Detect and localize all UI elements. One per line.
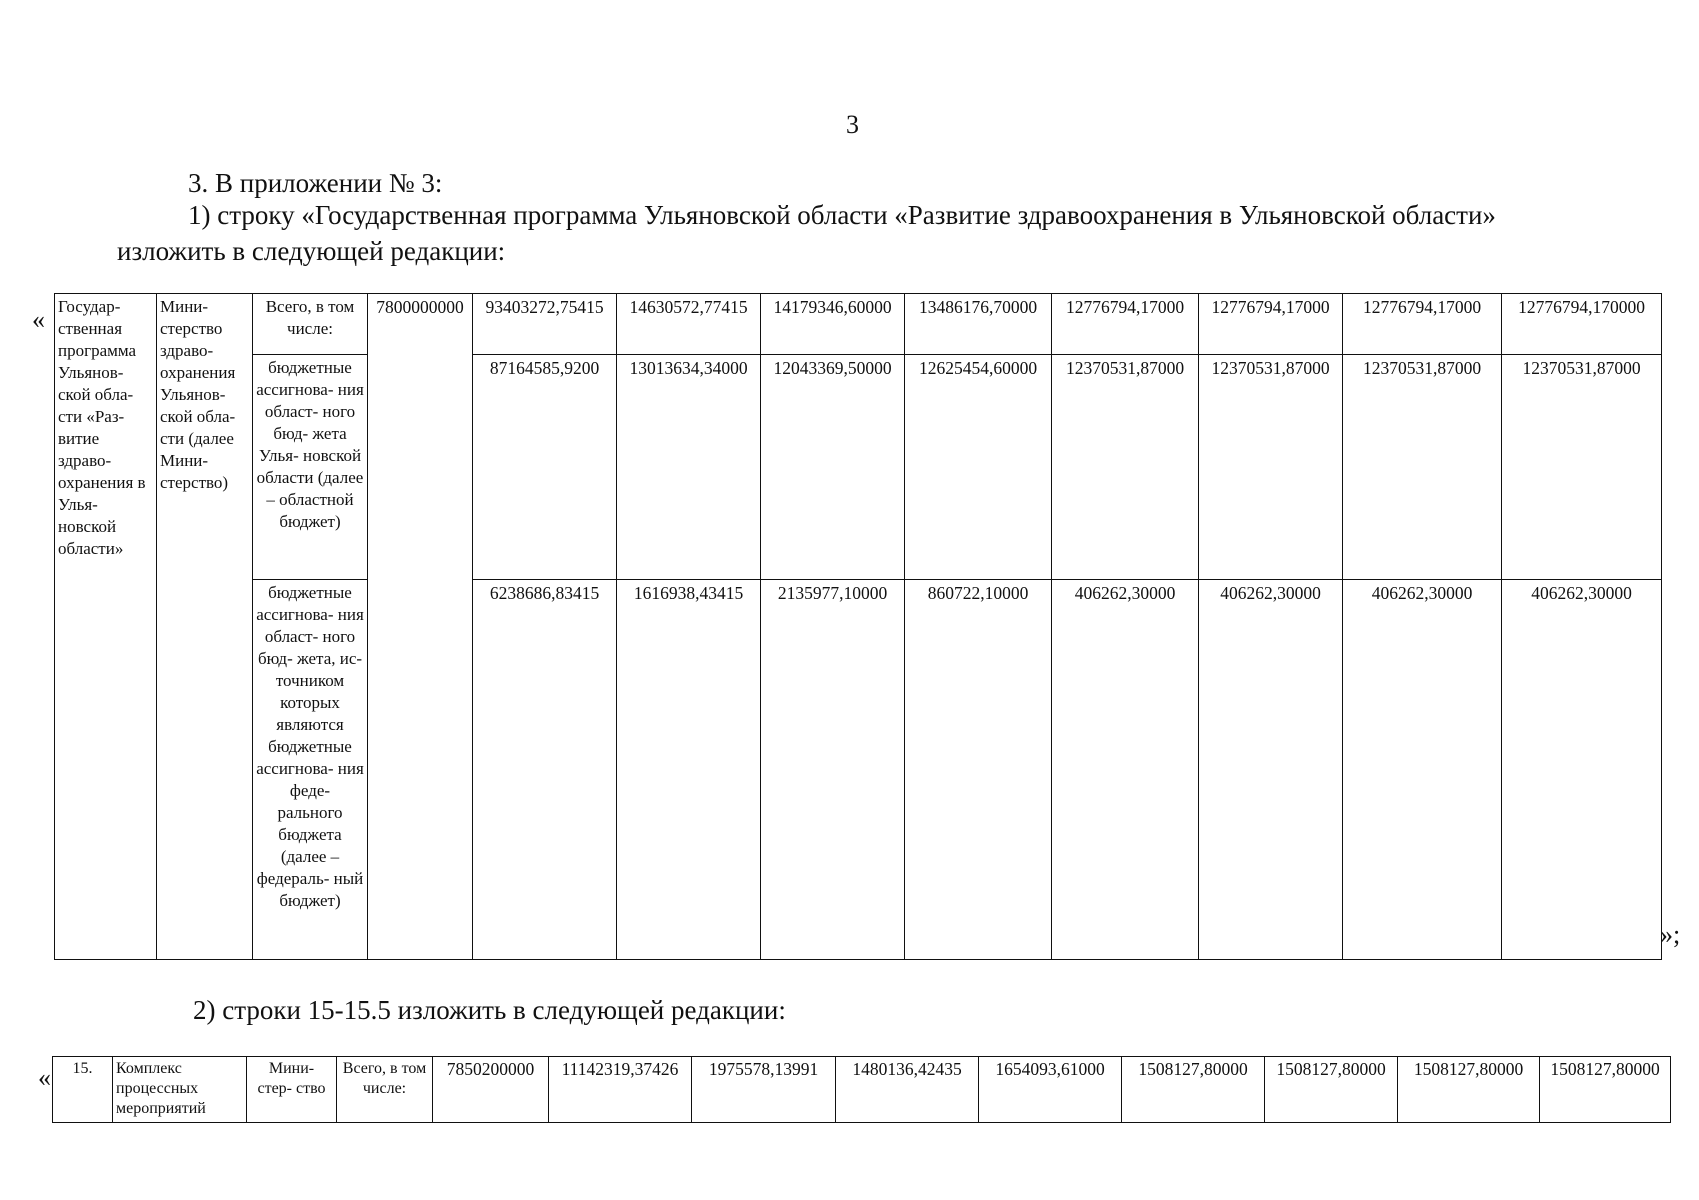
responsible-cell: Мини- стерство здраво- охранения Ульянов- ской обла- сти (далее Мини- стерство) (157, 294, 253, 960)
value-cell: 12625454,60000 (905, 355, 1052, 580)
value-cell: 87164585,9200 (473, 355, 617, 580)
table-row (55, 355, 1662, 580)
table-row (55, 294, 1662, 355)
value-cell: 1480136,42435 (836, 1057, 979, 1123)
value-cell: 13486176,70000 (905, 294, 1052, 355)
value-cell: 12043369,50000 (761, 355, 905, 580)
table-row (53, 1057, 1671, 1123)
opening-quote: « (32, 305, 45, 334)
value-cell: 12370531,87000 (1343, 355, 1502, 580)
value-cell: 12776794,170000 (1502, 294, 1662, 355)
value-cell: 12776794,17000 (1343, 294, 1502, 355)
value-cell: 406262,30000 (1343, 580, 1502, 960)
value-cell: 93403272,75415 (473, 294, 617, 355)
value-cell: 12370531,87000 (1052, 355, 1199, 580)
responsible-cell: Мини- стер- ство (247, 1057, 337, 1123)
value-cell: 2135977,10000 (761, 580, 905, 960)
source-cell: бюджетные ассигнова- ния област- ного бюд- жета Улья- новской области (далее – областной бюджет) (253, 355, 368, 580)
value-cell: 1616938,43415 (617, 580, 761, 960)
value-cell: 14630572,77415 (617, 294, 761, 355)
value-cell: 14179346,60000 (761, 294, 905, 355)
paragraph-item-1-continuation: изложить в следующей редакции: (117, 236, 506, 266)
value-cell: 1508127,80000 (1398, 1057, 1540, 1123)
value-cell: 12776794,17000 (1052, 294, 1199, 355)
paragraph-heading: 3. В приложении № 3: (188, 168, 443, 198)
value-cell: 6238686,83415 (473, 580, 617, 960)
value-cell: 860722,10000 (905, 580, 1052, 960)
value-cell: 1654093,61000 (979, 1057, 1122, 1123)
opening-quote: « (38, 1063, 51, 1092)
program-name-cell: Государ- ственная программа Ульянов- ской обла- сти «Раз- витие здраво- охранения в Улья- новской области» (55, 294, 157, 960)
value-cell: 1508127,80000 (1122, 1057, 1265, 1123)
source-cell: бюджетные ассигнова- ния област- ного бюд- жета, ис- точником которых являются бюджетные ассигнова- ния феде- рального бюджета (далее – федераль- ный бюджет) (253, 580, 368, 960)
value-cell: 13013634,34000 (617, 355, 761, 580)
value-cell: 1508127,80000 (1265, 1057, 1398, 1123)
value-cell: 11142319,37426 (549, 1057, 692, 1123)
table-row (55, 580, 1662, 960)
value-cell: 406262,30000 (1502, 580, 1662, 960)
code-cell: 7850200000 (433, 1057, 549, 1123)
value-cell: 12776794,17000 (1199, 294, 1343, 355)
paragraph-item-2: 2) строки 15-15.5 изложить в следующей редакции: (193, 995, 786, 1025)
source-cell: Всего, в том числе: (337, 1057, 433, 1123)
paragraph-item-1: 1) строку «Государственная программа Ульяновской области «Развитие здравоохранения в Ульяновской области» (188, 200, 1496, 230)
value-cell: 12370531,87000 (1502, 355, 1662, 580)
closing-quote: »; (1660, 920, 1681, 949)
page-number: 3 (846, 110, 859, 139)
value-cell: 406262,30000 (1052, 580, 1199, 960)
code-cell: 7800000000 (368, 294, 473, 960)
row-number-cell: 15. (53, 1057, 113, 1123)
program-table (54, 293, 1662, 960)
value-cell: 1508127,80000 (1540, 1057, 1671, 1123)
value-cell: 12370531,87000 (1199, 355, 1343, 580)
rows-15-table (52, 1056, 1671, 1123)
name-cell: Комплекс процессных мероприятий (113, 1057, 247, 1123)
source-cell: Всего, в том числе: (253, 294, 368, 355)
value-cell: 1975578,13991 (692, 1057, 836, 1123)
value-cell: 406262,30000 (1199, 580, 1343, 960)
